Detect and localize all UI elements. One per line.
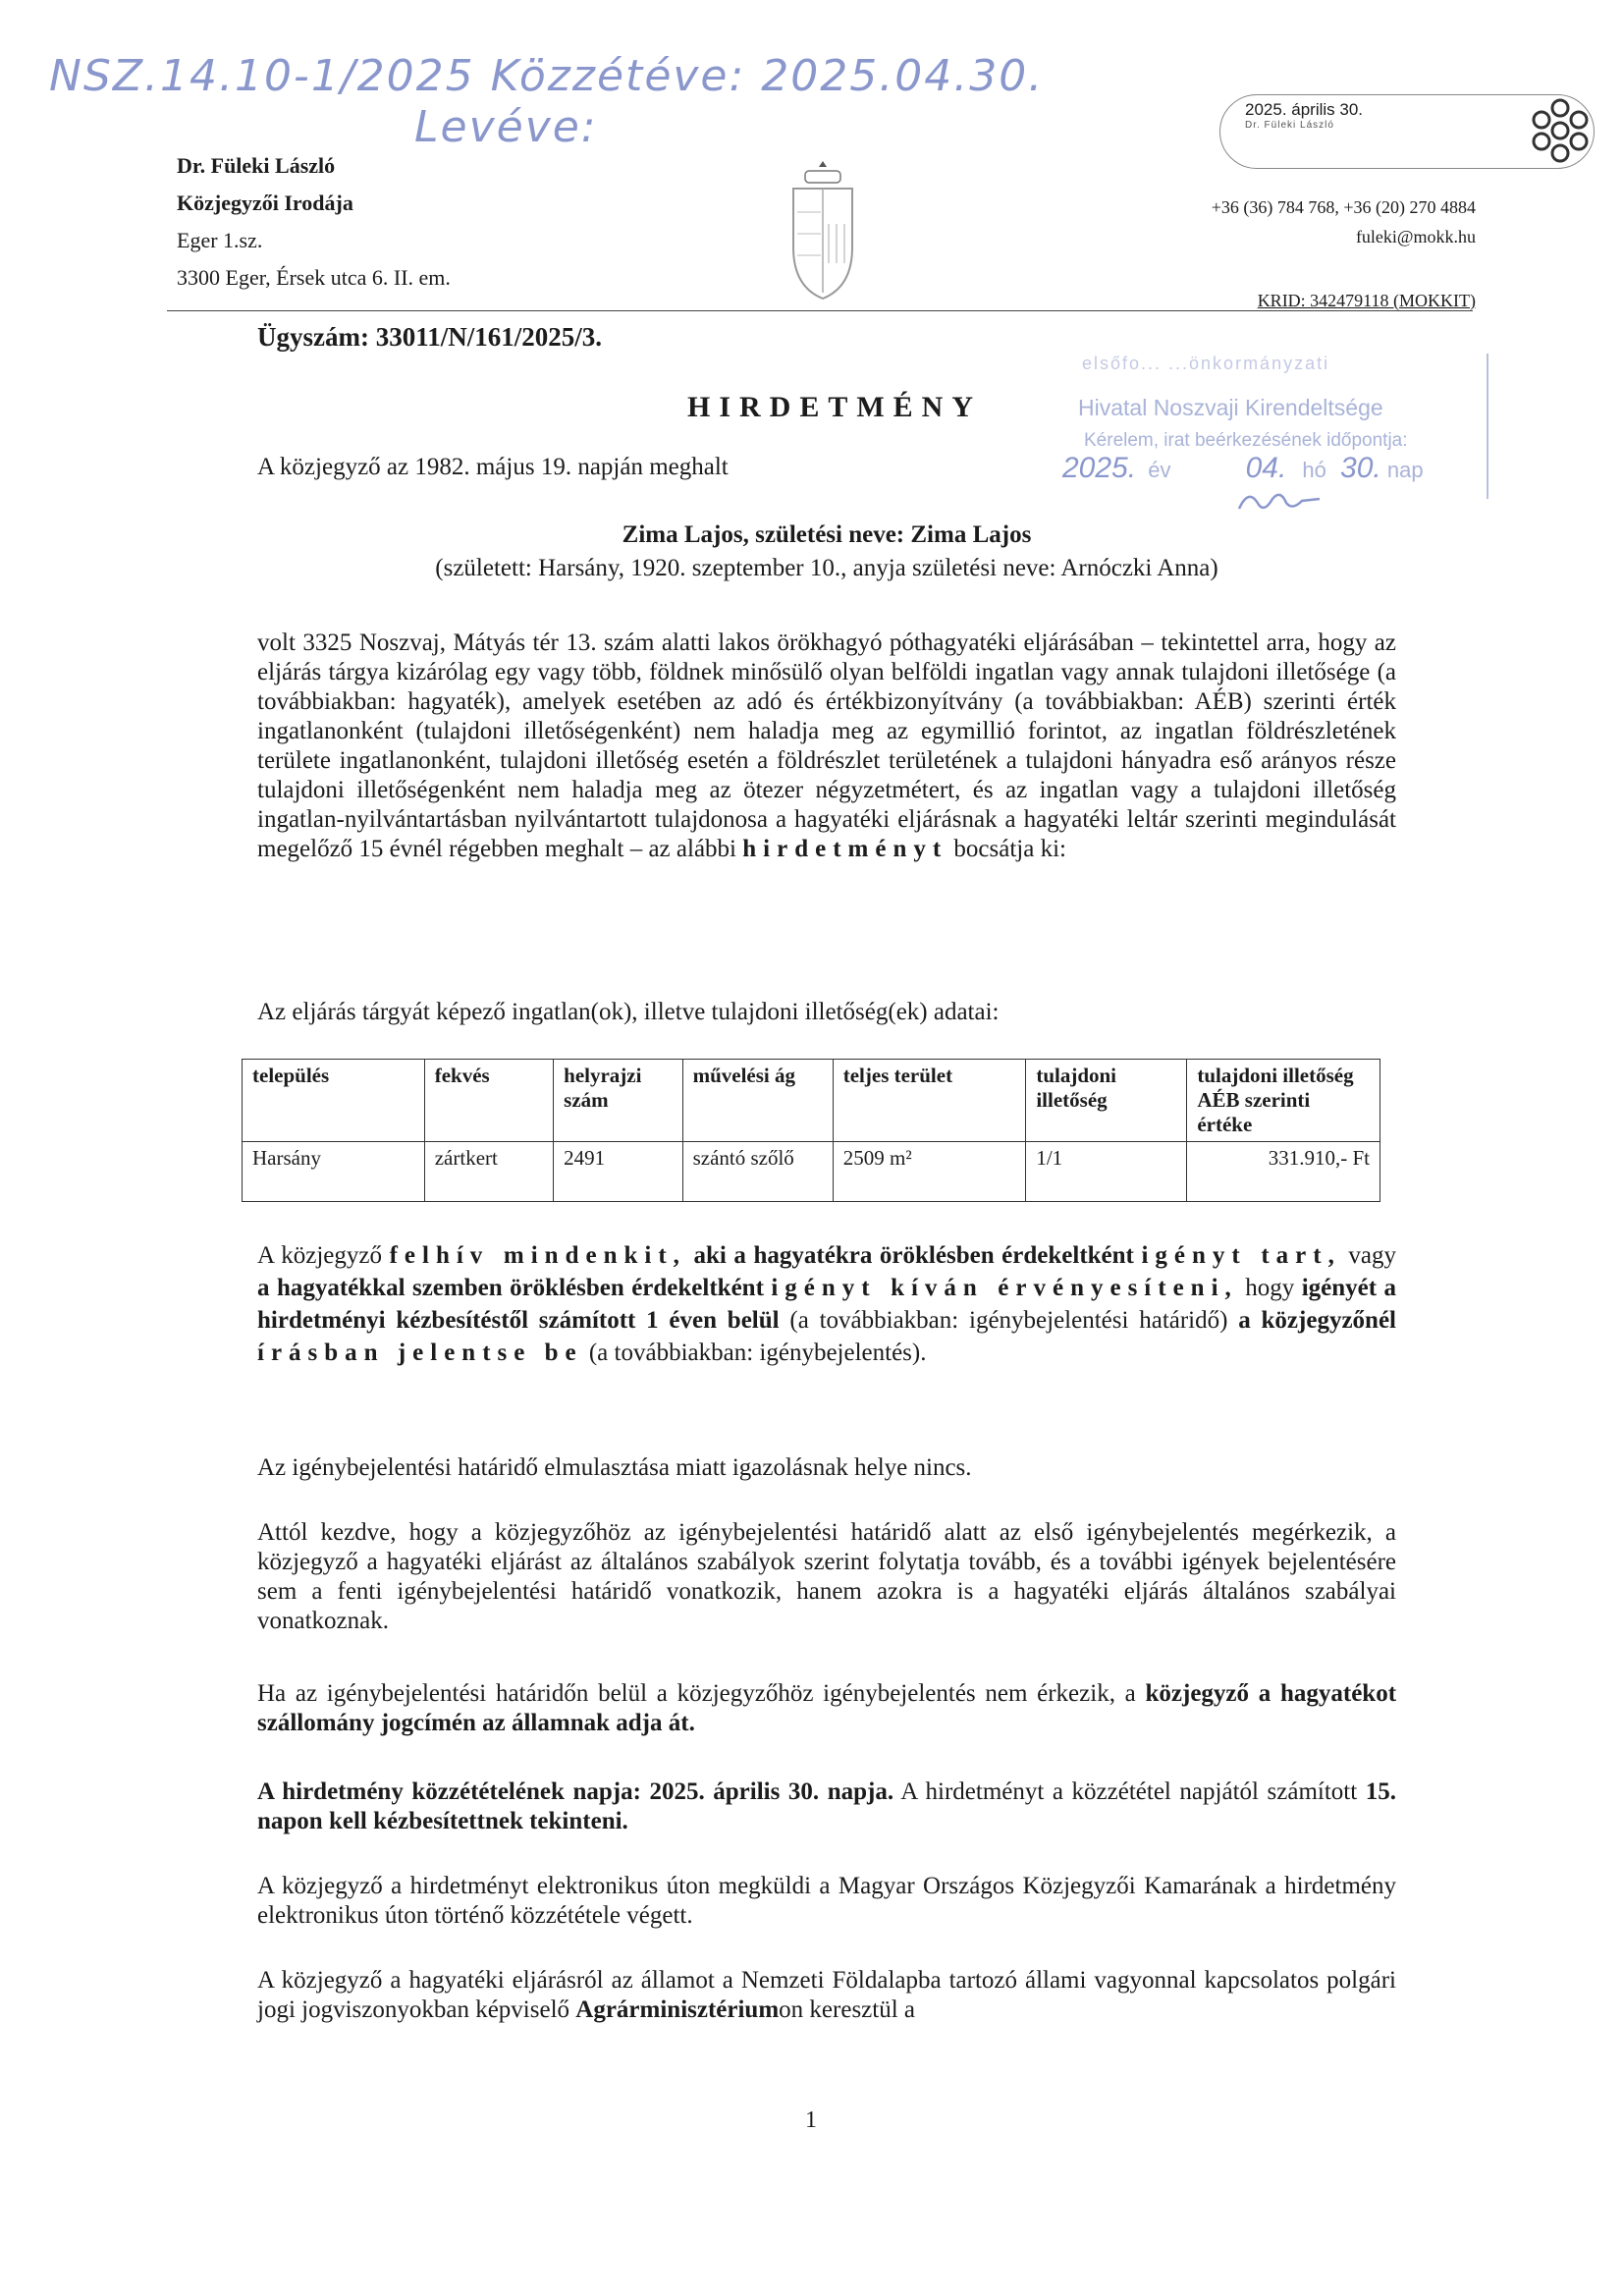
table-cell: 1/1 [1026,1142,1187,1202]
stamp-year: 2025. [1062,452,1137,484]
notary-header [177,147,451,297]
column-header: település [243,1060,425,1142]
contact-phone: +36 (36) 784 768, +36 (20) 270 4884 [1211,197,1476,217]
intro-text: A közjegyző az 1982. május 19. napján meghalt [257,454,729,480]
paragraph-main-end: bocsátja ki: [953,836,1066,862]
p6-bold: 15. napon kell kézbesítettnek tekinteni. [257,1778,1396,1834]
coat-of-arms-icon [782,155,864,308]
deceased-details: (született: Harsány, 1920. szeptember 10., anyja születési neve: Arnóczki Anna) [435,555,1218,581]
stamp-label: Kérelem, irat beérkezésének időpontja: [1084,430,1408,451]
stamp-ev-label: év [1148,458,1171,482]
p2-bold: igényét a hirdetményi kézbesítéstől számított 1 éven belül [257,1275,1397,1334]
table-cell: zártkert [424,1142,553,1202]
paragraph-electronic-publication: A közjegyző a hirdetményt elektronikus úton megküldi a Magyar Országos Közjegyzői Kamarának a hirdetmény elektronikus úton történő közzététele végett. [257,1873,1396,1929]
stamp-day: 30. [1340,452,1381,484]
paragraph-main [257,629,1396,864]
seal-date: 2025. április 30. [1245,100,1364,119]
deceased-name: Zima Lajos, születési neve: Zima Lajos [622,521,1032,548]
stamp-date-line [1053,452,1475,485]
contact-email: fuleki@mokk.hu [1355,227,1476,246]
notary-address: 3300 Eger, Érsek utca 6. II. em. [177,265,451,290]
handwritten-registration-note: NSZ.14.10-1/2025 Közzétéve: 2025.04.30. [49,51,1045,101]
stamp-signature-icon [1235,485,1324,515]
p8-text: A közjegyző a hagyatéki eljárásról az államot a Nemzeti Földalapba tartozó állami vagyonnal kapcsolatos polgári jogi jogviszonyokban képviselő [257,1967,1396,2023]
column-header: fekvés [424,1060,553,1142]
paragraph-procedure: Attól kezdve, hogy a közjegyzőhöz az igénybejelentési határidő alatt az első igénybejelentés megérkezik, a közjegyző a hagyatéki eljárást az általános szabályok szerint folytatja tovább, és a további igények bejelentésére sem a fenti igénybejelentési határidő vonatkozik, hanem azokra is a hagyatéki eljárás általános szabályai vonatkoznak. [257,1519,1396,1634]
column-header: teljes terület [833,1060,1026,1142]
notary-name: Dr. Füleki László [177,153,336,178]
p6-bold: A hirdetmény közzétételének napja: 2025. április 30. napja. [257,1778,894,1805]
p6-text: A hirdetményt a közzététel napjától számított [900,1778,1358,1805]
p2-spaced: felhív mindenkit, [389,1242,686,1269]
table-intro: Az eljárás tárgyát képező ingatlan(ok), illetve tulajdoni illetőség(ek) adatai: [257,999,1000,1025]
property-table [242,1059,1380,1202]
p8-bold: Agrárminisztérium [575,1996,780,2023]
table-cell: 331.910,- Ft [1187,1142,1380,1202]
paragraph-call-for-claims [257,1239,1396,1369]
stamp-header: elsőfo... ...önkormányzati [1082,354,1330,373]
stamp-nap-label: nap [1386,458,1424,482]
p2-spaced: igényt kíván érvényesíteni, [771,1275,1238,1301]
column-header: művelési ág [682,1060,833,1142]
p2-spaced: írásban jelentse be [257,1339,583,1366]
page-number: 1 [805,2107,817,2133]
deceased-info [257,519,1396,585]
notary-seat: Eger 1.sz. [177,228,263,252]
table-row [243,1142,1380,1202]
column-header: tulajdoni illetőség AÉB szerinti értéke [1187,1060,1380,1142]
header-divider [167,310,1473,311]
p2-spaced: igényt tart, [1141,1242,1341,1269]
p2-bold: a hagyatékkal szemben öröklésben érdekeltként [257,1275,764,1301]
document-title: HIRDETMÉNY [687,391,983,423]
stamp-office: Hivatal Noszvaji Kirendeltsége [1078,395,1383,420]
p2-text: (a továbbiakban: igénybejelentési határidő) [789,1307,1228,1334]
seal-signer: Dr. Füleki László [1245,120,1334,131]
p2-text: (a továbbiakban: igénybejelentés). [588,1339,927,1366]
column-header: tulajdoni illetőség [1026,1060,1187,1142]
received-stamp [1053,354,1488,499]
p2-text: A közjegyző [257,1242,382,1269]
p2-bold: aki a hagyatékra öröklésben érdekeltként [693,1242,1134,1269]
electronic-seal [1245,100,1363,131]
p8-text: on keresztül a [779,1996,916,2023]
paragraph-main-text: volt 3325 Noszvaj, Mátyás tér 13. szám alatti lakos örökhagyó póthagyatéki eljárásában – tekintettel arra, hogy az eljárás tárgya kizárólag egy vagy több, földnek minősülő olyan belföldi ingatlan vagy annak tulajdoni illetősége (a továbbiakban: hagyaték), amelyek esetében az adó és értékbizonyítvány (a továbbiakban: AÉB) szerinti érték ingatlanonként (tulajdoni illetőségenként) nem haladja meg az egymillió forintot, az ingatlan földrészletének területe ingatlanonként, tulajdoni illetőség esetén a földrészlet területének a tulajdoni hányadra eső arányos része tulajdoni illetőségenként nem haladja meg az ötezer négyzetmétert, és az ingatlan vagy a tulajdoni illetőség ingatlan-nyilvántartásban nyilvántartott tulajdonosa a hagyatéki eljárásnak a hagyatéki leltár szerinti megindulását megelőző 15 évnél régebben meghalt – az alábbi [257,629,1396,862]
p5-bold: közjegyző a hagyatékot szállomány jogcímén az államnak adja át. [257,1680,1397,1736]
paragraph-state-transfer [257,1679,1396,1738]
handwritten-removed-note: Levéve: [414,102,598,152]
p2-bold: a közjegyzőnél [1238,1307,1396,1334]
paragraph-no-excuse: Az igénybejelentési határidő elmulasztása miatt igazolásnak helye nincs. [257,1454,972,1481]
p5-text: Ha az igénybejelentési határidőn belül a közjegyzőhöz igénybejelentés nem érkezik, a [257,1680,1136,1707]
stamp-month: 04. [1245,452,1287,484]
stamp-ho-label: hó [1302,458,1326,482]
case-number: Ügyszám: 33011/N/161/2025/3. [257,322,602,352]
column-header: helyrajzi szám [554,1060,682,1142]
p2-text: hogy [1245,1275,1295,1301]
notary-office: Közjegyzői Irodája [177,191,353,215]
krid-number: KRID: 342479118 (MOKKIT) [1257,291,1476,310]
paragraph-ministry [257,1966,1396,2025]
table-cell: 2509 m² [833,1142,1026,1202]
table-cell: Harsány [243,1142,425,1202]
table-cell: szántó szőlő [682,1142,833,1202]
paragraph-main-keyword: hirdetményt [742,836,948,862]
paragraph-publication-date [257,1777,1396,1836]
table-cell: 2491 [554,1142,682,1202]
table-header-row [243,1060,1380,1142]
p2-text: vagy [1348,1242,1397,1269]
notary-chamber-logo-icon [1528,96,1593,165]
